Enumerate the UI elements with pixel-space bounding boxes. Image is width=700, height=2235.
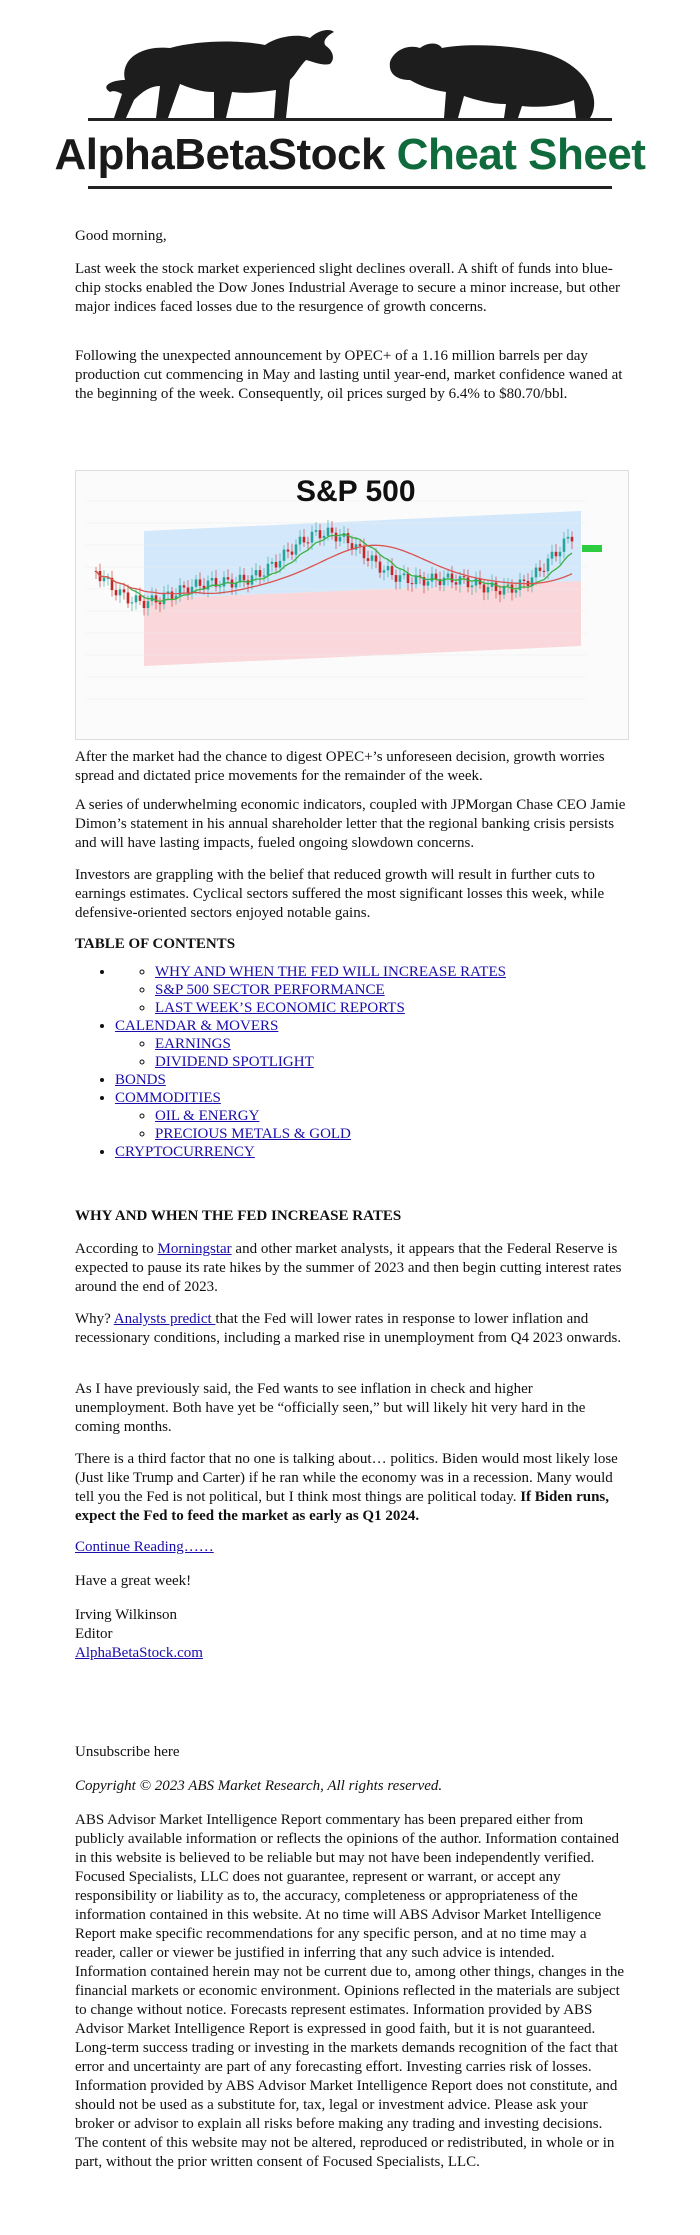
candle-body xyxy=(379,562,382,573)
candle-body xyxy=(183,585,186,587)
candle-body xyxy=(539,568,542,571)
candle-body xyxy=(199,579,202,585)
closing-line: Have a great week! xyxy=(75,1573,192,1589)
candle-body xyxy=(287,550,290,552)
candle-body xyxy=(363,546,366,558)
candle-body xyxy=(375,555,378,561)
candle-body xyxy=(507,584,510,585)
newsletter-header xyxy=(0,0,700,210)
toc-item xyxy=(115,1089,627,1143)
candle-body xyxy=(263,576,266,577)
toc-item-empty xyxy=(115,963,627,1017)
candle-body xyxy=(307,542,310,543)
signature-title: Editor xyxy=(75,1626,113,1642)
candle-body xyxy=(459,576,462,584)
morningstar-link[interactable]: Morningstar xyxy=(157,1241,232,1257)
candle-body xyxy=(135,595,138,602)
bull-and-bear-icon xyxy=(0,0,700,130)
after-chart-paragraph-2: A series of underwhelming economic indicators, coupled with JPMorgan Chase CEO Jamie Dimon’s statement in his annual shareholder letter that the regional banking crisis persists and will have lasting impacts, fueled ongoing slowdown concerns. xyxy=(75,797,626,851)
greeting: Good morning, xyxy=(75,228,167,244)
candle-body xyxy=(499,591,502,595)
candle-body xyxy=(259,570,262,577)
chart-title: S&P 500 xyxy=(296,475,416,508)
candle-body xyxy=(335,533,338,542)
toc-subitem xyxy=(155,1107,627,1125)
candle-body xyxy=(127,592,130,603)
toc-link-oil-energy[interactable]: OIL & ENERGY xyxy=(155,1108,260,1124)
candle-body xyxy=(563,539,566,552)
candle-body xyxy=(471,586,474,588)
candle-body xyxy=(475,578,478,585)
candle-body xyxy=(219,586,222,587)
candle-body xyxy=(455,582,458,584)
section-title-fed: WHY AND WHEN THE FED INCREASE RATES xyxy=(75,1208,402,1224)
table-of-contents xyxy=(75,963,627,1161)
candle-body xyxy=(147,601,150,608)
candle-body xyxy=(487,587,490,593)
candle-body xyxy=(143,601,146,608)
candle-body xyxy=(171,592,174,599)
sp500-chart xyxy=(75,470,629,740)
candle-body xyxy=(155,595,158,602)
fed-paragraph-4 xyxy=(75,1450,627,1526)
candle-body xyxy=(295,544,298,554)
candle-body xyxy=(323,536,326,538)
candle-body xyxy=(407,573,410,583)
candle-body xyxy=(483,584,486,592)
toc-subitem xyxy=(155,1035,627,1053)
candle-body xyxy=(163,594,166,604)
toc-link-economic-reports[interactable]: LAST WEEK’S ECONOMIC REPORTS xyxy=(155,1000,405,1016)
candle-body xyxy=(327,528,330,536)
candle-body xyxy=(387,566,390,570)
text: that the Fed will lower rates in response to lower inflation and recessionary conditions, including a marked rise in unemployment from Q4 2023 onwards. xyxy=(75,1311,622,1346)
analysts-predict-link[interactable]: Analysts predict xyxy=(113,1311,216,1327)
candle-body xyxy=(103,578,106,581)
fed-paragraph-1 xyxy=(75,1240,627,1297)
toc-link-bonds[interactable]: BONDS xyxy=(115,1072,166,1088)
candle-body xyxy=(303,537,306,543)
signature-website xyxy=(75,1644,627,1663)
candle-body xyxy=(411,583,414,584)
toc-link-fed-rates[interactable]: WHY AND WHEN THE FED WILL INCREASE RATES xyxy=(155,964,506,980)
candle-body xyxy=(447,574,450,578)
candle-body xyxy=(571,537,574,542)
toc-subitem xyxy=(155,1053,627,1071)
candle-body xyxy=(567,537,570,539)
candle-body xyxy=(535,568,538,578)
candle-body xyxy=(271,562,274,564)
toc-subitem xyxy=(155,999,627,1017)
fed-paragraph-3: As I have previously said, the Fed wants to see inflation in check and higher unemployment. Both have yet be “officially seen,” but will likely hit very hard in the coming months. xyxy=(75,1381,586,1435)
candle-body xyxy=(299,537,302,545)
candle-body xyxy=(399,575,402,582)
toc-item xyxy=(115,1017,627,1071)
disclaimer: ABS Advisor Market Intelligence Report commentary has been prepared either from publicly available information or reflects the opinions of the author. Information contained in this website is believed to be reliable but may not have been independently verified. Focused Specialists, LLC does not guarantee, represent or warrant, or accept any responsibility or liability as to, the accuracy, completeness or appropriateness of the information contained in this website. At no time will ABS Advisor Market Intelligence Report make specific recommendations for any specific person, and at no time may a reader, caller or viewer be justified in inferring that any such advice is intended. Information contained herein may not be current due to, among other things, changes in the financial markets or economic environment. Opinions reflected in the materials are subject to change without notice. Forecasts represent estimates. Information provided by ABS Advisor Market Intelligence Report is expressed in good faith, but it is not guaranteed. Long-term success trading or investing in the markets demands recognition of the fact that error and uncertainty are part of any forecasting effort. Investing carries risk of losses. Information provided by ABS Advisor Market Intelligence Report does not constitute, and should not be used as a substitute for, tax, legal or investment advice. Please ask your broker or advisor to explain all risks before making any trading and investing decisions. The content of this website may not be altered, reproduced or redistributed, in whole or in part, without the prior written consent of Focused Specialists, LLC. xyxy=(75,1812,625,2170)
candle-body xyxy=(435,574,438,580)
brand-name: AlphaBetaStock xyxy=(54,130,385,179)
candle-body xyxy=(395,575,398,582)
continue-reading xyxy=(75,1538,627,1557)
candle-body xyxy=(275,562,278,568)
candle-body xyxy=(267,564,270,576)
candle-body xyxy=(159,602,162,604)
candle-body xyxy=(211,578,214,581)
candle-body xyxy=(551,552,554,559)
bold-statement: If Biden runs, expect the Fed to feed the market as early as Q1 2024. xyxy=(75,1489,609,1524)
intro-paragraph-2: Following the unexpected announcement by OPEC+ of a 1.16 million barrels per day production cut commencing in May and lasting until year-end, market confidence waned at the beginning of the week. Consequently, oil prices surged by 6.4% to $80.70/bbl. xyxy=(75,348,623,402)
candle-body xyxy=(123,589,126,592)
header-divider xyxy=(88,186,612,189)
candle-body xyxy=(467,577,470,587)
toc-subitem xyxy=(155,981,627,999)
candle-body xyxy=(243,575,246,581)
candle-body xyxy=(311,532,314,543)
website-link[interactable]: AlphaBetaStock.com xyxy=(75,1645,203,1661)
last-price-marker xyxy=(582,545,602,552)
toc-item xyxy=(115,1143,627,1161)
candle-body xyxy=(403,573,406,575)
signature-name: Irving Wilkinson xyxy=(75,1607,178,1623)
candle-body xyxy=(291,552,294,555)
candle-body xyxy=(543,571,546,572)
candle-body xyxy=(255,570,258,575)
candle-body xyxy=(523,580,526,581)
candle-body xyxy=(427,581,430,585)
candle-body xyxy=(559,552,562,556)
candle-body xyxy=(515,590,518,593)
brand-title xyxy=(0,130,700,180)
candle-body xyxy=(319,530,322,538)
text: According to xyxy=(75,1241,158,1257)
fed-paragraph-2 xyxy=(75,1310,627,1348)
candle-body xyxy=(115,590,118,595)
candle-body xyxy=(119,589,122,595)
candle-body xyxy=(555,552,558,556)
candle-body xyxy=(359,544,362,546)
candle-body xyxy=(195,579,198,586)
sp500-chart-svg xyxy=(76,471,628,739)
toc-list xyxy=(75,963,627,1161)
toc-heading: TABLE OF CONTENTS xyxy=(75,936,236,952)
candle-body xyxy=(179,585,182,595)
candle-body xyxy=(463,576,466,577)
text: There is a third factor that no one is talking about… politics. Biden would most likely lose (Just like Trump and Carter) if he ran while the economy was in a recession. Many would tell you the Fed is not political, but I think most things are political today. xyxy=(75,1451,618,1505)
toc-link-commodities[interactable]: COMMODITIES xyxy=(115,1090,221,1106)
candle-body xyxy=(443,578,446,585)
toc-link-precious-metals[interactable]: PRECIOUS METALS & GOLD xyxy=(155,1126,351,1142)
candle-body xyxy=(339,537,342,542)
candle-body xyxy=(331,528,334,533)
candle-body xyxy=(431,574,434,582)
continue-reading-link[interactable]: Continue Reading…… xyxy=(75,1539,214,1555)
toc-link-dividend[interactable]: DIVIDEND SPOTLIGHT xyxy=(155,1054,314,1070)
after-chart-paragraph-3: Investors are grappling with the belief that reduced growth will result in further cuts to earnings estimates. Cyclical sectors suffered the most significant losses this week, while defensive-oriented sectors enjoyed notable gains. xyxy=(75,867,605,921)
toc-link-sector-performance[interactable]: S&P 500 SECTOR PERFORMANCE xyxy=(155,982,385,998)
candle-body xyxy=(279,561,282,568)
candle-body xyxy=(227,577,230,579)
candle-body xyxy=(315,530,318,532)
text: and other market analysts, it appears that the Federal Reserve is expected to pause its rate hikes by the summer of 2023 and then begin cutting interest rates around the end of 2023. xyxy=(75,1241,622,1295)
candle-body xyxy=(283,550,286,561)
text: Why? xyxy=(75,1311,114,1327)
candle-body xyxy=(547,559,550,572)
after-chart-paragraph-1: After the market had the chance to digest OPEC+’s unforeseen decision, growth worries spread and dictated price movements for the remainder of the week. xyxy=(75,749,605,784)
candle-body xyxy=(383,570,386,572)
copyright: Copyright © 2023 ABS Market Research, All rights reserved. xyxy=(75,1778,443,1794)
toc-subitem xyxy=(155,963,627,981)
unsubscribe-text[interactable]: Unsubscribe here xyxy=(75,1744,180,1760)
candle-body xyxy=(371,555,374,560)
candle-body xyxy=(391,566,394,575)
intro-paragraph-1: Last week the stock market experienced slight declines overall. A shift of funds into blue-chip stocks enabled the Dow Jones Industrial Average to secure a minor increase, but other major indices faced losses due to the resurgence of growth concerns. xyxy=(75,261,620,315)
toc-link-crypto[interactable]: CRYPTOCURRENCY xyxy=(115,1144,255,1160)
toc-link-earnings[interactable]: EARNINGS xyxy=(155,1036,231,1052)
toc-item xyxy=(115,1071,627,1089)
candle-body xyxy=(367,558,370,561)
toc-link-calendar[interactable]: CALENDAR & MOVERS xyxy=(115,1018,279,1034)
toc-subitem xyxy=(155,1125,627,1143)
candle-body xyxy=(139,595,142,601)
candle-body xyxy=(495,582,498,591)
brand-subtitle: Cheat Sheet xyxy=(396,130,646,179)
candle-body xyxy=(131,602,134,603)
candle-body xyxy=(451,574,454,583)
candle-body xyxy=(223,577,226,586)
